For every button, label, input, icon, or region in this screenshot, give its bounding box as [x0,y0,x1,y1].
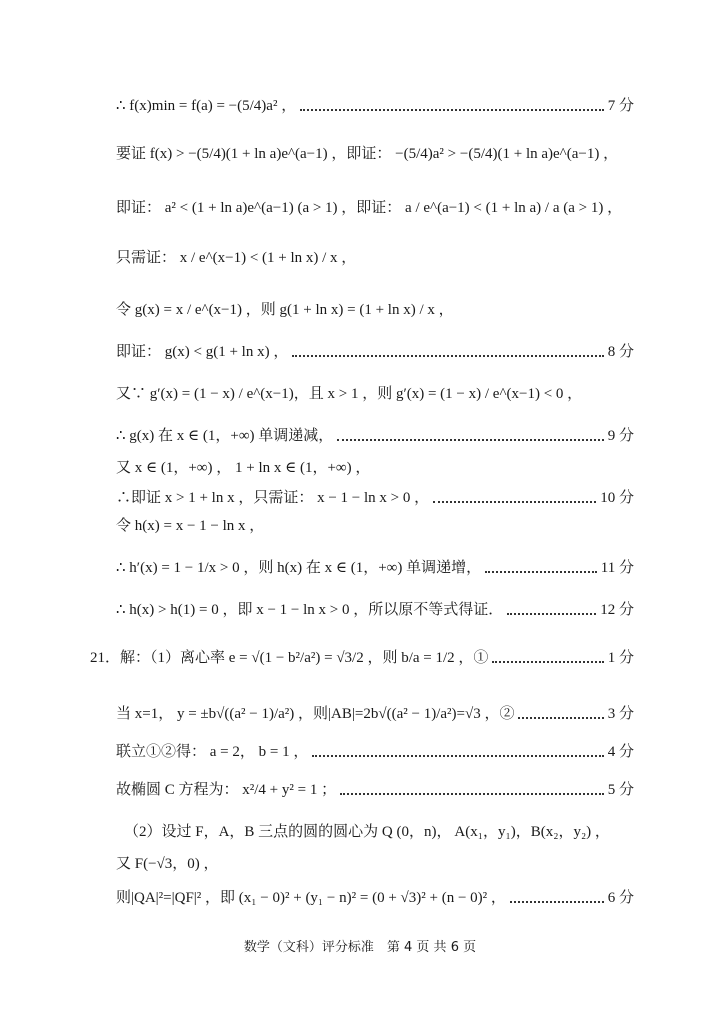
solution-line [116,780,634,800]
solution-text: ∴ g(x) 在 x ∈ (1，+∞) 单调递减， [116,428,334,444]
solution-text: 又 F(−√3，0) ， [116,856,219,872]
solution-text: 联立①②得： a = 2， b = 1 ， [116,744,309,760]
solution-line [116,96,634,116]
page-footer: 数学（文科）评分标准 第 4 页 共 6 页 [243,940,477,955]
solution-text: 故椭圆 C 方程为： x²/4 + y² = 1 ； [116,782,337,798]
solution-text: 令 g(x) = x / e^(x−1) ，则 g(1 + ln x) = (1 + ln x) / x ， [116,302,454,318]
solution-text: 则|QA|²=|QF|² ，即 (x₁ − 0)² + (y₁ − n)² = (0 + √3)² + (n − 0)² ， [116,890,506,906]
score-label: 9 分 [607,428,634,444]
leader-dots [518,717,603,719]
score-label: 4 分 [607,744,634,760]
solution-line [116,516,634,536]
solution-text: ∴即证 x > 1 + ln x ，只需证： x − 1 − ln x > 0 ， [116,490,430,506]
score-label: 12 分 [600,602,634,618]
solution-line [116,144,634,164]
leader-dots [485,571,597,573]
question-21-line [90,648,634,668]
solution-text: ∴ h′(x) = 1 − 1/x > 0 ，则 h(x) 在 x ∈ (1，+∞) 单调递增， [116,560,482,576]
solution-text: 即证： g(x) < g(1 + ln x) ， [116,344,289,360]
solution-line [116,384,634,404]
solution-line [116,488,634,508]
solution-text: ∴ h(x) > h(1) = 0 ，即 x − 1 − ln x > 0 ，所以原不等式得证． [116,602,504,618]
leader-dots [433,501,596,503]
solution-line [116,888,634,908]
score-label: 6 分 [607,890,634,906]
solution-line [124,822,634,842]
leader-dots [340,793,604,795]
leader-dots [510,901,604,903]
leader-dots [300,109,604,111]
solution-text: 要证 f(x) > −(5/4)(1 + ln a)e^(a−1) ，即证： −(5/4)a² > −(5/4)(1 + ln a)e^(a−1) ， [116,146,619,162]
solution-text: 即证： a² < (1 + ln a)e^(a−1) (a > 1) ，即证： a / e^(a−1) < (1 + ln a) / a (a > 1) ， [116,200,623,216]
solution-text: 又 x ∈ (1，+∞) ， 1 + ln x ∈ (1，+∞) ， [116,460,371,476]
score-label: 3 分 [607,706,634,722]
solution-line [116,600,634,620]
solution-line [116,342,634,362]
solution-text: 又∵ g′(x) = (1 − x) / e^(x−1)，且 x > 1 ，则 g′(x) = (1 − x) / e^(x−1) < 0 ， [116,386,583,402]
score-label: 1 分 [607,650,634,666]
score-label: 11 分 [600,560,634,576]
solution-text: 只需证： x / e^(x−1) < (1 + ln x) / x ， [116,250,357,266]
solution-line [116,248,634,268]
leader-dots [312,755,603,757]
solution-text: （2）设过 F，A，B 三点的圆的圆心为 Q (0，n)， A(x₁，y₁)，B(x₂，y₂) ， [124,824,610,840]
solution-line [116,704,634,724]
leader-dots [292,355,603,357]
solution-line [116,742,634,762]
solution-line [116,558,634,578]
leader-dots [507,613,596,615]
score-label: 7 分 [607,98,634,114]
solution-text: 令 h(x) = x − 1 − ln x ， [116,518,265,534]
solution-line [116,426,634,446]
solution-line [116,854,634,874]
solution-line [116,300,634,320]
solution-line [116,458,634,478]
solution-text: ∴ f(x)min = f(a) = −(5/4)a² ， [116,98,297,114]
solution-line [116,198,634,218]
solution-text: 当 x=1， y = ±b√((a² − 1)/a²) ，则|AB|=2b√((a² − 1)/a²)=√3 ，② [116,706,515,722]
solution-text: 21．解：（1）离心率 e = √(1 − b²/a²) = √3/2 ，则 b/a = 1/2 ，① [90,650,489,666]
score-label: 8 分 [607,344,634,360]
leader-dots [337,439,603,441]
score-label: 10 分 [600,490,634,506]
score-label: 5 分 [607,782,634,798]
leader-dots [492,661,603,663]
